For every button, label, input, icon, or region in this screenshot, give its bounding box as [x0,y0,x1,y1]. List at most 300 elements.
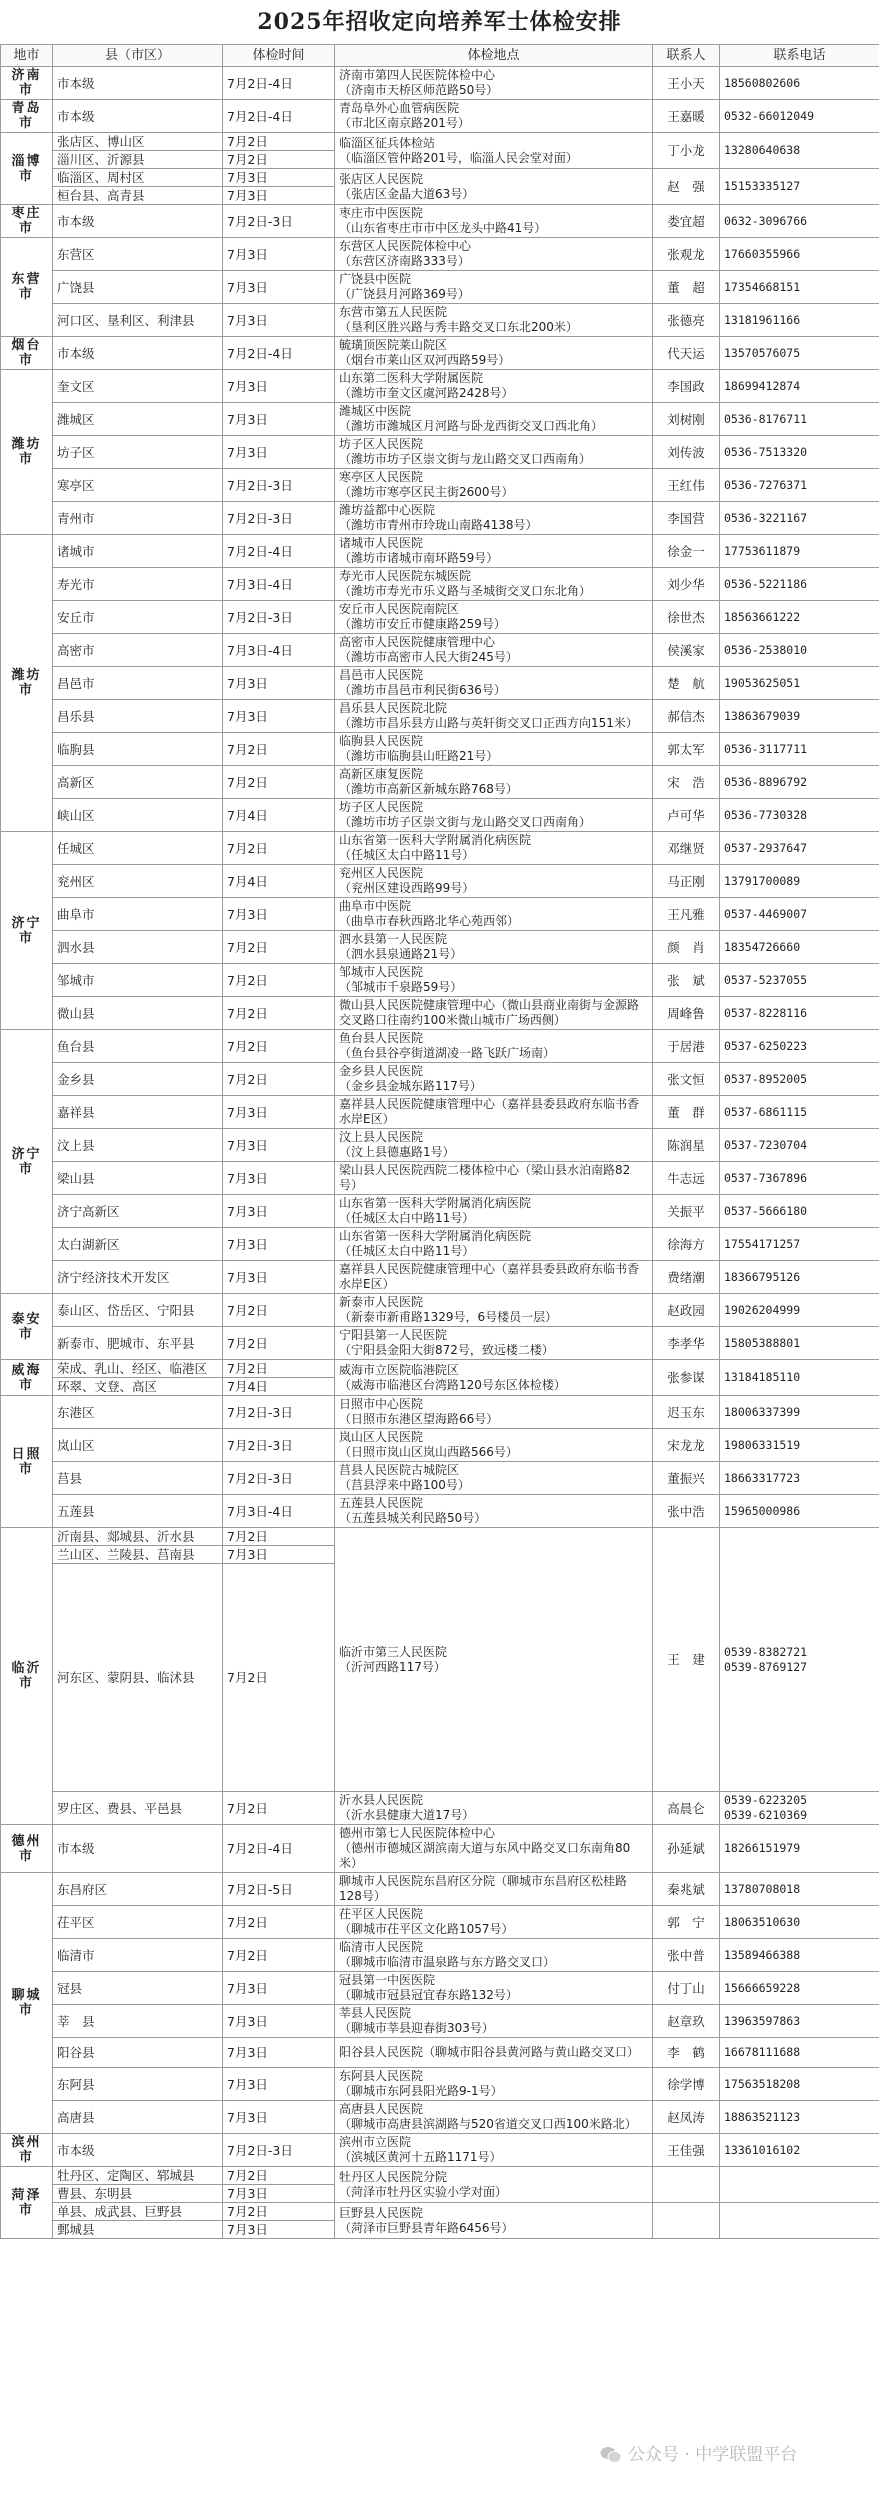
county-cell: 寿光市 [53,568,223,601]
contact-cell: 王嘉暖 [653,100,720,133]
time-cell: 7月4日 [223,799,335,832]
table-row [1,2134,879,2167]
county-cell: 潍城区 [53,403,223,436]
location-cell: 东阿县人民医院 （聊城市东阿县阳光路9-1号） [335,2068,653,2101]
phone-cell: 13589466388 [720,1939,879,1972]
time-cell: 7月2日-4日 [223,67,335,100]
time-cell: 7月2日 [223,2203,335,2221]
time-cell: 7月2日 [223,1327,335,1360]
table-row [1,1939,879,1972]
exam-schedule-table [0,44,879,2239]
phone-cell: 0536-5221186 [720,568,879,601]
contact-cell: 卢可华 [653,799,720,832]
contact-cell: 赵 强 [653,169,720,205]
contact-cell: 秦兆斌 [653,1873,720,1906]
contact-cell: 徐学博 [653,2068,720,2101]
time-cell: 7月2日 [223,1906,335,1939]
time-cell: 7月3日 [223,700,335,733]
location-cell: 威海市立医院临港院区 （威海市临港区台湾路120号东区体检楼） [335,1360,653,1396]
contact-cell: 娄宜超 [653,205,720,238]
county-cell: 太白湖新区 [53,1228,223,1261]
table-row [1,634,879,667]
table-row [1,304,879,337]
time-cell: 7月3日-4日 [223,1495,335,1528]
contact-cell: 张观龙 [653,238,720,271]
phone-cell: 13780708018 [720,1873,879,1906]
table-row [1,205,879,238]
county-cell: 峡山区 [53,799,223,832]
time-cell: 7月2日 [223,2167,335,2185]
table-row [1,2038,879,2068]
table-row [1,1360,879,1378]
header-city: 地市 [1,45,53,67]
phone-cell: 13570576075 [720,337,879,370]
contact-cell: 王凡雅 [653,898,720,931]
county-cell: 张店区、博山区 [53,133,223,151]
phone-cell: 16678111688 [720,2038,879,2068]
phone-cell: 17563518208 [720,2068,879,2101]
table-row [1,766,879,799]
contact-cell: 董振兴 [653,1462,720,1495]
phone-cell: 17354668151 [720,271,879,304]
time-cell: 7月2日-3日 [223,502,335,535]
time-cell: 7月3日 [223,667,335,700]
contact-cell: 张 斌 [653,964,720,997]
contact-cell: 刘树刚 [653,403,720,436]
phone-cell: 17753611879 [720,535,879,568]
table-row [1,169,879,187]
location-cell: 泗水县第一人民医院 （泗水县泉通路21号） [335,931,653,964]
contact-cell: 徐世杰 [653,601,720,634]
table-row [1,271,879,304]
time-cell: 7月2日 [223,1063,335,1096]
table-row [1,1129,879,1162]
table-row [1,67,879,100]
city-cell: 德州市 [1,1825,53,1873]
table-row [1,931,879,964]
time-cell: 7月3日 [223,2038,335,2068]
time-cell: 7月4日 [223,865,335,898]
phone-cell: 0532-66012049 [720,100,879,133]
county-cell: 高唐县 [53,2101,223,2134]
header-phone: 联系电话 [720,45,879,67]
location-cell: 沂水县人民医院 （沂水县健康大道17号） [335,1792,653,1825]
phone-cell: 18366795126 [720,1261,879,1294]
city-cell: 青岛市 [1,100,53,133]
contact-cell: 付丁山 [653,1972,720,2005]
location-cell: 德州市第七人民医院体检中心 （德州市德城区湖滨南大道与东风中路交叉口东南角80米） [335,1825,653,1873]
location-cell: 新泰市人民医院 （新泰市新甫路1329号，6号楼员一层） [335,1294,653,1327]
county-cell: 鄄城县 [53,2221,223,2239]
location-cell: 东营市第五人民医院 （垦利区胜兴路与秀丰路交叉口东北200米） [335,304,653,337]
location-cell: 汶上县人民医院 （汶上县德惠路1号） [335,1129,653,1162]
phone-cell: 17660355966 [720,238,879,271]
page-title: 2025年招收定向培养军士体检安排 [257,9,622,35]
contact-cell [653,2167,720,2203]
contact-cell: 马正刚 [653,865,720,898]
phone-cell: 13791700089 [720,865,879,898]
county-cell: 荣成、乳山、经区、临港区 [53,1360,223,1378]
contact-cell: 李国营 [653,502,720,535]
contact-cell: 王佳强 [653,2134,720,2167]
location-cell: 山东省第一医科大学附属消化病医院 （任城区太白中路11号） [335,1228,653,1261]
table-row [1,2068,879,2101]
location-cell: 山东省第一医科大学附属消化病医院 （任城区太白中路11号） [335,832,653,865]
location-cell: 邹城市人民医院 （邹城市千泉路59号） [335,964,653,997]
table-row [1,799,879,832]
phone-cell: 15805388801 [720,1327,879,1360]
location-cell: 山东第二医科大学附属医院 （潍坊市奎文区虞河路2428号） [335,370,653,403]
location-cell: 坊子区人民医院 （潍坊市坊子区崇文街与龙山路交叉口西南角） [335,436,653,469]
table-row [1,502,879,535]
contact-cell: 徐海方 [653,1228,720,1261]
phone-cell: 0539-8382721 0539-8769127 [720,1528,879,1792]
phone-cell: 0537-7367896 [720,1162,879,1195]
contact-cell [653,2203,720,2239]
phone-cell: 13280640638 [720,133,879,169]
location-cell: 嘉祥县人民医院健康管理中心（嘉祥县委县政府东临书香水岸E区） [335,1261,653,1294]
table-row [1,733,879,766]
phone-cell: 0537-8952005 [720,1063,879,1096]
location-cell: 高密市人民医院健康管理中心 （潍坊市高密市人民大街245号） [335,634,653,667]
time-cell: 7月2日-5日 [223,1873,335,1906]
county-cell: 市本级 [53,1825,223,1873]
time-cell: 7月2日-4日 [223,337,335,370]
time-cell: 7月3日 [223,304,335,337]
county-cell: 广饶县 [53,271,223,304]
county-cell: 临淄区、周村区 [53,169,223,187]
contact-cell: 王 建 [653,1528,720,1792]
time-cell: 7月3日 [223,370,335,403]
location-cell: 枣庄市中医医院 （山东省枣庄市市中区龙头中路41号） [335,205,653,238]
location-cell: 潍城区中医院 （潍坊市潍城区月河路与卧龙西街交叉口西北角） [335,403,653,436]
time-cell: 7月3日 [223,1228,335,1261]
table-row [1,2101,879,2134]
county-cell: 莘 县 [53,2005,223,2038]
table-row [1,1906,879,1939]
table-row [1,1396,879,1429]
table-row [1,700,879,733]
location-cell: 兖州区人民医院 （兖州区建设西路99号） [335,865,653,898]
phone-cell: 0537-7230704 [720,1129,879,1162]
time-cell: 7月3日 [223,1162,335,1195]
contact-cell: 李国政 [653,370,720,403]
header-contact: 联系人 [653,45,720,67]
county-cell: 奎文区 [53,370,223,403]
location-cell: 山东省第一医科大学附属消化病医院 （任城区太白中路11号） [335,1195,653,1228]
county-cell: 新泰市、肥城市、东平县 [53,1327,223,1360]
contact-cell: 刘传波 [653,436,720,469]
location-cell: 高新区康复医院 （潍坊市高新区新城东路768号） [335,766,653,799]
county-cell: 茌平区 [53,1906,223,1939]
phone-cell: 0536-8896792 [720,766,879,799]
location-cell: 潍坊益都中心医院 （潍坊市青州市玲珑山南路4138号） [335,502,653,535]
county-cell: 五莲县 [53,1495,223,1528]
location-cell: 临淄区征兵体检站 （临淄区管仲路201号，临淄人民会堂对面） [335,133,653,169]
location-cell: 昌乐县人民医院北院 （潍坊市昌乐县方山路与英轩街交叉口正西方向151米） [335,700,653,733]
county-cell: 沂南县、郯城县、沂水县 [53,1528,223,1546]
county-cell: 河东区、蒙阴县、临沭县 [53,1564,223,1792]
phone-cell: 13184185110 [720,1360,879,1396]
time-cell: 7月2日 [223,1294,335,1327]
location-cell: 嘉祥县人民医院健康管理中心（嘉祥县委县政府东临书香水岸E区） [335,1096,653,1129]
county-cell: 市本级 [53,205,223,238]
phone-cell: 19053625051 [720,667,879,700]
table-body [1,67,879,2239]
county-cell: 泰山区、岱岳区、宁阳县 [53,1294,223,1327]
phone-cell: 18560802606 [720,67,879,100]
phone-cell: 19806331519 [720,1429,879,1462]
contact-cell: 郭 宁 [653,1906,720,1939]
contact-cell: 丁小龙 [653,133,720,169]
phone-cell: 13181961166 [720,304,879,337]
county-cell: 桓台县、高青县 [53,187,223,205]
contact-cell: 张中浩 [653,1495,720,1528]
table-row [1,370,879,403]
time-cell: 7月3日 [223,1972,335,2005]
phone-cell: 0632-3096766 [720,205,879,238]
location-cell: 鱼台县人民医院 （鱼台县谷亭街道湖凌一路飞跃广场南） [335,1030,653,1063]
table-row [1,667,879,700]
contact-cell: 高晨仑 [653,1792,720,1825]
city-cell: 潍坊市 [1,535,53,832]
table-row [1,2167,879,2185]
header-county: 县（市区） [53,45,223,67]
location-cell: 滨州市立医院 （滨城区黄河十五路1171号） [335,2134,653,2167]
contact-cell: 张参谋 [653,1360,720,1396]
time-cell: 7月3日 [223,436,335,469]
location-cell: 临朐县人民医院 （潍坊市临朐县山旺路21号） [335,733,653,766]
city-cell: 日照市 [1,1396,53,1528]
phone-cell: 18663317723 [720,1462,879,1495]
county-cell: 东营区 [53,238,223,271]
time-cell: 7月3日 [223,1129,335,1162]
contact-cell: 张德亮 [653,304,720,337]
contact-cell: 关振平 [653,1195,720,1228]
table-row [1,865,879,898]
table-row [1,436,879,469]
phone-cell: 17554171257 [720,1228,879,1261]
phone-cell: 13361016102 [720,2134,879,2167]
table-row [1,2203,879,2221]
location-cell: 五莲县人民医院 （五莲县城关利民路50号） [335,1495,653,1528]
contact-cell: 迟玉东 [653,1396,720,1429]
phone-cell [720,2203,879,2239]
table-row [1,1825,879,1873]
contact-cell: 李 鹤 [653,2038,720,2068]
contact-cell: 王红伟 [653,469,720,502]
table-row [1,964,879,997]
table-row [1,832,879,865]
table-row [1,1063,879,1096]
watermark-text: 公众号 · 中学联盟平台 [628,2445,798,2465]
location-cell: 宁阳县第一人民医院 （宁阳县金阳大街872号，致远楼二楼） [335,1327,653,1360]
time-cell: 7月3日-4日 [223,568,335,601]
table-row [1,1195,879,1228]
table-row [1,238,879,271]
location-cell: 寿光市人民医院东城医院 （潍坊市寿光市乐义路与圣城街交叉口东北角） [335,568,653,601]
time-cell: 7月3日 [223,2068,335,2101]
contact-cell: 侯溪家 [653,634,720,667]
phone-cell: 18863521123 [720,2101,879,2134]
contact-cell: 代天运 [653,337,720,370]
location-cell: 巨野县人民医院 （菏泽市巨野县青年路6456号） [335,2203,653,2239]
table-row [1,898,879,931]
phone-cell: 0537-8228116 [720,997,879,1030]
table-row [1,1462,879,1495]
location-cell: 寒亭区人民医院 （潍坊市寒亭区民主街2600号） [335,469,653,502]
table-row [1,1792,879,1825]
header-location: 体检地点 [335,45,653,67]
time-cell: 7月3日 [223,271,335,304]
time-cell: 7月2日-3日 [223,2134,335,2167]
contact-cell: 郭太军 [653,733,720,766]
phone-cell: 0536-2538010 [720,634,879,667]
table-row [1,2005,879,2038]
county-cell: 金乡县 [53,1063,223,1096]
time-cell: 7月2日 [223,1030,335,1063]
county-cell: 邹城市 [53,964,223,997]
time-cell: 7月2日-3日 [223,1462,335,1495]
contact-cell: 孙延斌 [653,1825,720,1873]
table-row [1,337,879,370]
county-cell: 东港区 [53,1396,223,1429]
time-cell: 7月2日 [223,1360,335,1378]
table-row [1,568,879,601]
city-cell: 烟台市 [1,337,53,370]
table-row [1,1972,879,2005]
phone-cell: 0537-5237055 [720,964,879,997]
county-cell: 济宁经济技术开发区 [53,1261,223,1294]
time-cell: 7月2日 [223,964,335,997]
time-cell: 7月3日 [223,2185,335,2203]
contact-cell: 楚 航 [653,667,720,700]
contact-cell: 张文恒 [653,1063,720,1096]
location-cell: 临沂市第三人民医院 （沂河西路117号） [335,1528,653,1792]
location-cell: 东营区人民医院体检中心 （东营区济南路333号） [335,238,653,271]
county-cell: 兖州区 [53,865,223,898]
county-cell: 曹县、东明县 [53,2185,223,2203]
table-row [1,1429,879,1462]
time-cell: 7月2日 [223,1792,335,1825]
phone-cell: 0537-5666180 [720,1195,879,1228]
contact-cell: 宋龙龙 [653,1429,720,1462]
time-cell: 7月3日 [223,898,335,931]
time-cell: 7月3日 [223,2221,335,2239]
time-cell: 7月2日 [223,1528,335,1546]
phone-cell: 13863679039 [720,700,879,733]
time-cell: 7月3日 [223,2005,335,2038]
location-cell: 茌平区人民医院 （聊城市茌平区文化路1057号） [335,1906,653,1939]
county-cell: 市本级 [53,337,223,370]
contact-cell: 张中普 [653,1939,720,1972]
table-header-row [1,45,879,67]
county-cell: 兰山区、兰陵县、莒南县 [53,1546,223,1564]
phone-cell: 18266151979 [720,1825,879,1873]
city-cell: 济宁市 [1,832,53,1030]
phone-cell: 0537-4469007 [720,898,879,931]
county-cell: 阳谷县 [53,2038,223,2068]
location-cell: 青岛阜外心血管病医院 （市北区南京路201号） [335,100,653,133]
phone-cell: 15666659228 [720,1972,879,2005]
county-cell: 诸城市 [53,535,223,568]
county-cell: 河口区、垦利区、利津县 [53,304,223,337]
location-cell: 高唐县人民医院 （聊城市高唐县滨湖路与520省道交叉口西100米路北） [335,2101,653,2134]
table-row [1,1030,879,1063]
phone-cell: 0536-3117711 [720,733,879,766]
phone-cell: 0537-6250223 [720,1030,879,1063]
contact-cell: 徐金一 [653,535,720,568]
county-cell: 淄川区、沂源县 [53,151,223,169]
city-cell: 威海市 [1,1360,53,1396]
location-cell: 诸城市人民医院 （潍坊市诸城市南环路59号） [335,535,653,568]
location-cell: 日照市中心医院 （日照市东港区望海路66号） [335,1396,653,1429]
phone-cell: 18063510630 [720,1906,879,1939]
county-cell: 临清市 [53,1939,223,1972]
phone-cell: 15965000986 [720,1495,879,1528]
location-cell: 济南市第四人民医院体检中心 （济南市天桥区师范路50号） [335,67,653,100]
location-cell: 毓璜顶医院莱山院区 （烟台市莱山区双河西路59号） [335,337,653,370]
table-row [1,1261,879,1294]
phone-cell: 0536-7276371 [720,469,879,502]
city-cell: 滨州市 [1,2134,53,2167]
phone-cell: 0539-6223205 0539-6210369 [720,1792,879,1825]
contact-cell: 董 群 [653,1096,720,1129]
county-cell: 安丘市 [53,601,223,634]
city-cell: 聊城市 [1,1873,53,2134]
phone-cell: 18006337399 [720,1396,879,1429]
location-cell: 莒县人民医院古城院区 （莒县浮来中路100号） [335,1462,653,1495]
county-cell: 市本级 [53,100,223,133]
table-row [1,1228,879,1261]
county-cell: 寒亭区 [53,469,223,502]
table-row [1,535,879,568]
contact-cell: 牛志远 [653,1162,720,1195]
time-cell: 7月2日-3日 [223,469,335,502]
table-row [1,1327,879,1360]
phone-cell [720,2167,879,2203]
watermark [600,2440,797,2465]
phone-cell: 0537-2937647 [720,832,879,865]
contact-cell: 费绪潮 [653,1261,720,1294]
city-cell: 枣庄市 [1,205,53,238]
county-cell: 微山县 [53,997,223,1030]
contact-cell: 刘少华 [653,568,720,601]
contact-cell: 郝信杰 [653,700,720,733]
county-cell: 市本级 [53,67,223,100]
time-cell: 7月3日 [223,187,335,205]
phone-cell: 0536-7730328 [720,799,879,832]
table-row [1,1495,879,1528]
table-row [1,1873,879,1906]
time-cell: 7月2日-4日 [223,535,335,568]
location-cell: 岚山区人民医院 （日照市岚山区岚山西路566号） [335,1429,653,1462]
location-cell: 微山县人民医院健康管理中心（微山县商业南街与金源路交叉路口往南约100米微山城市广场西侧） [335,997,653,1030]
county-cell: 高密市 [53,634,223,667]
time-cell: 7月3日 [223,169,335,187]
county-cell: 高新区 [53,766,223,799]
contact-cell: 宋 浩 [653,766,720,799]
time-cell: 7月2日 [223,931,335,964]
location-cell: 莘县人民医院 （聊城市莘县迎春街303号） [335,2005,653,2038]
phone-cell: 15153335127 [720,169,879,205]
time-cell: 7月2日-3日 [223,1396,335,1429]
location-cell: 临清市人民医院 （聊城市临清市温泉路与东方路交叉口） [335,1939,653,1972]
county-cell: 汶上县 [53,1129,223,1162]
location-cell: 安丘市人民医院南院区 （潍坊市安丘市健康路259号） [335,601,653,634]
table-row [1,469,879,502]
county-cell: 冠县 [53,1972,223,2005]
